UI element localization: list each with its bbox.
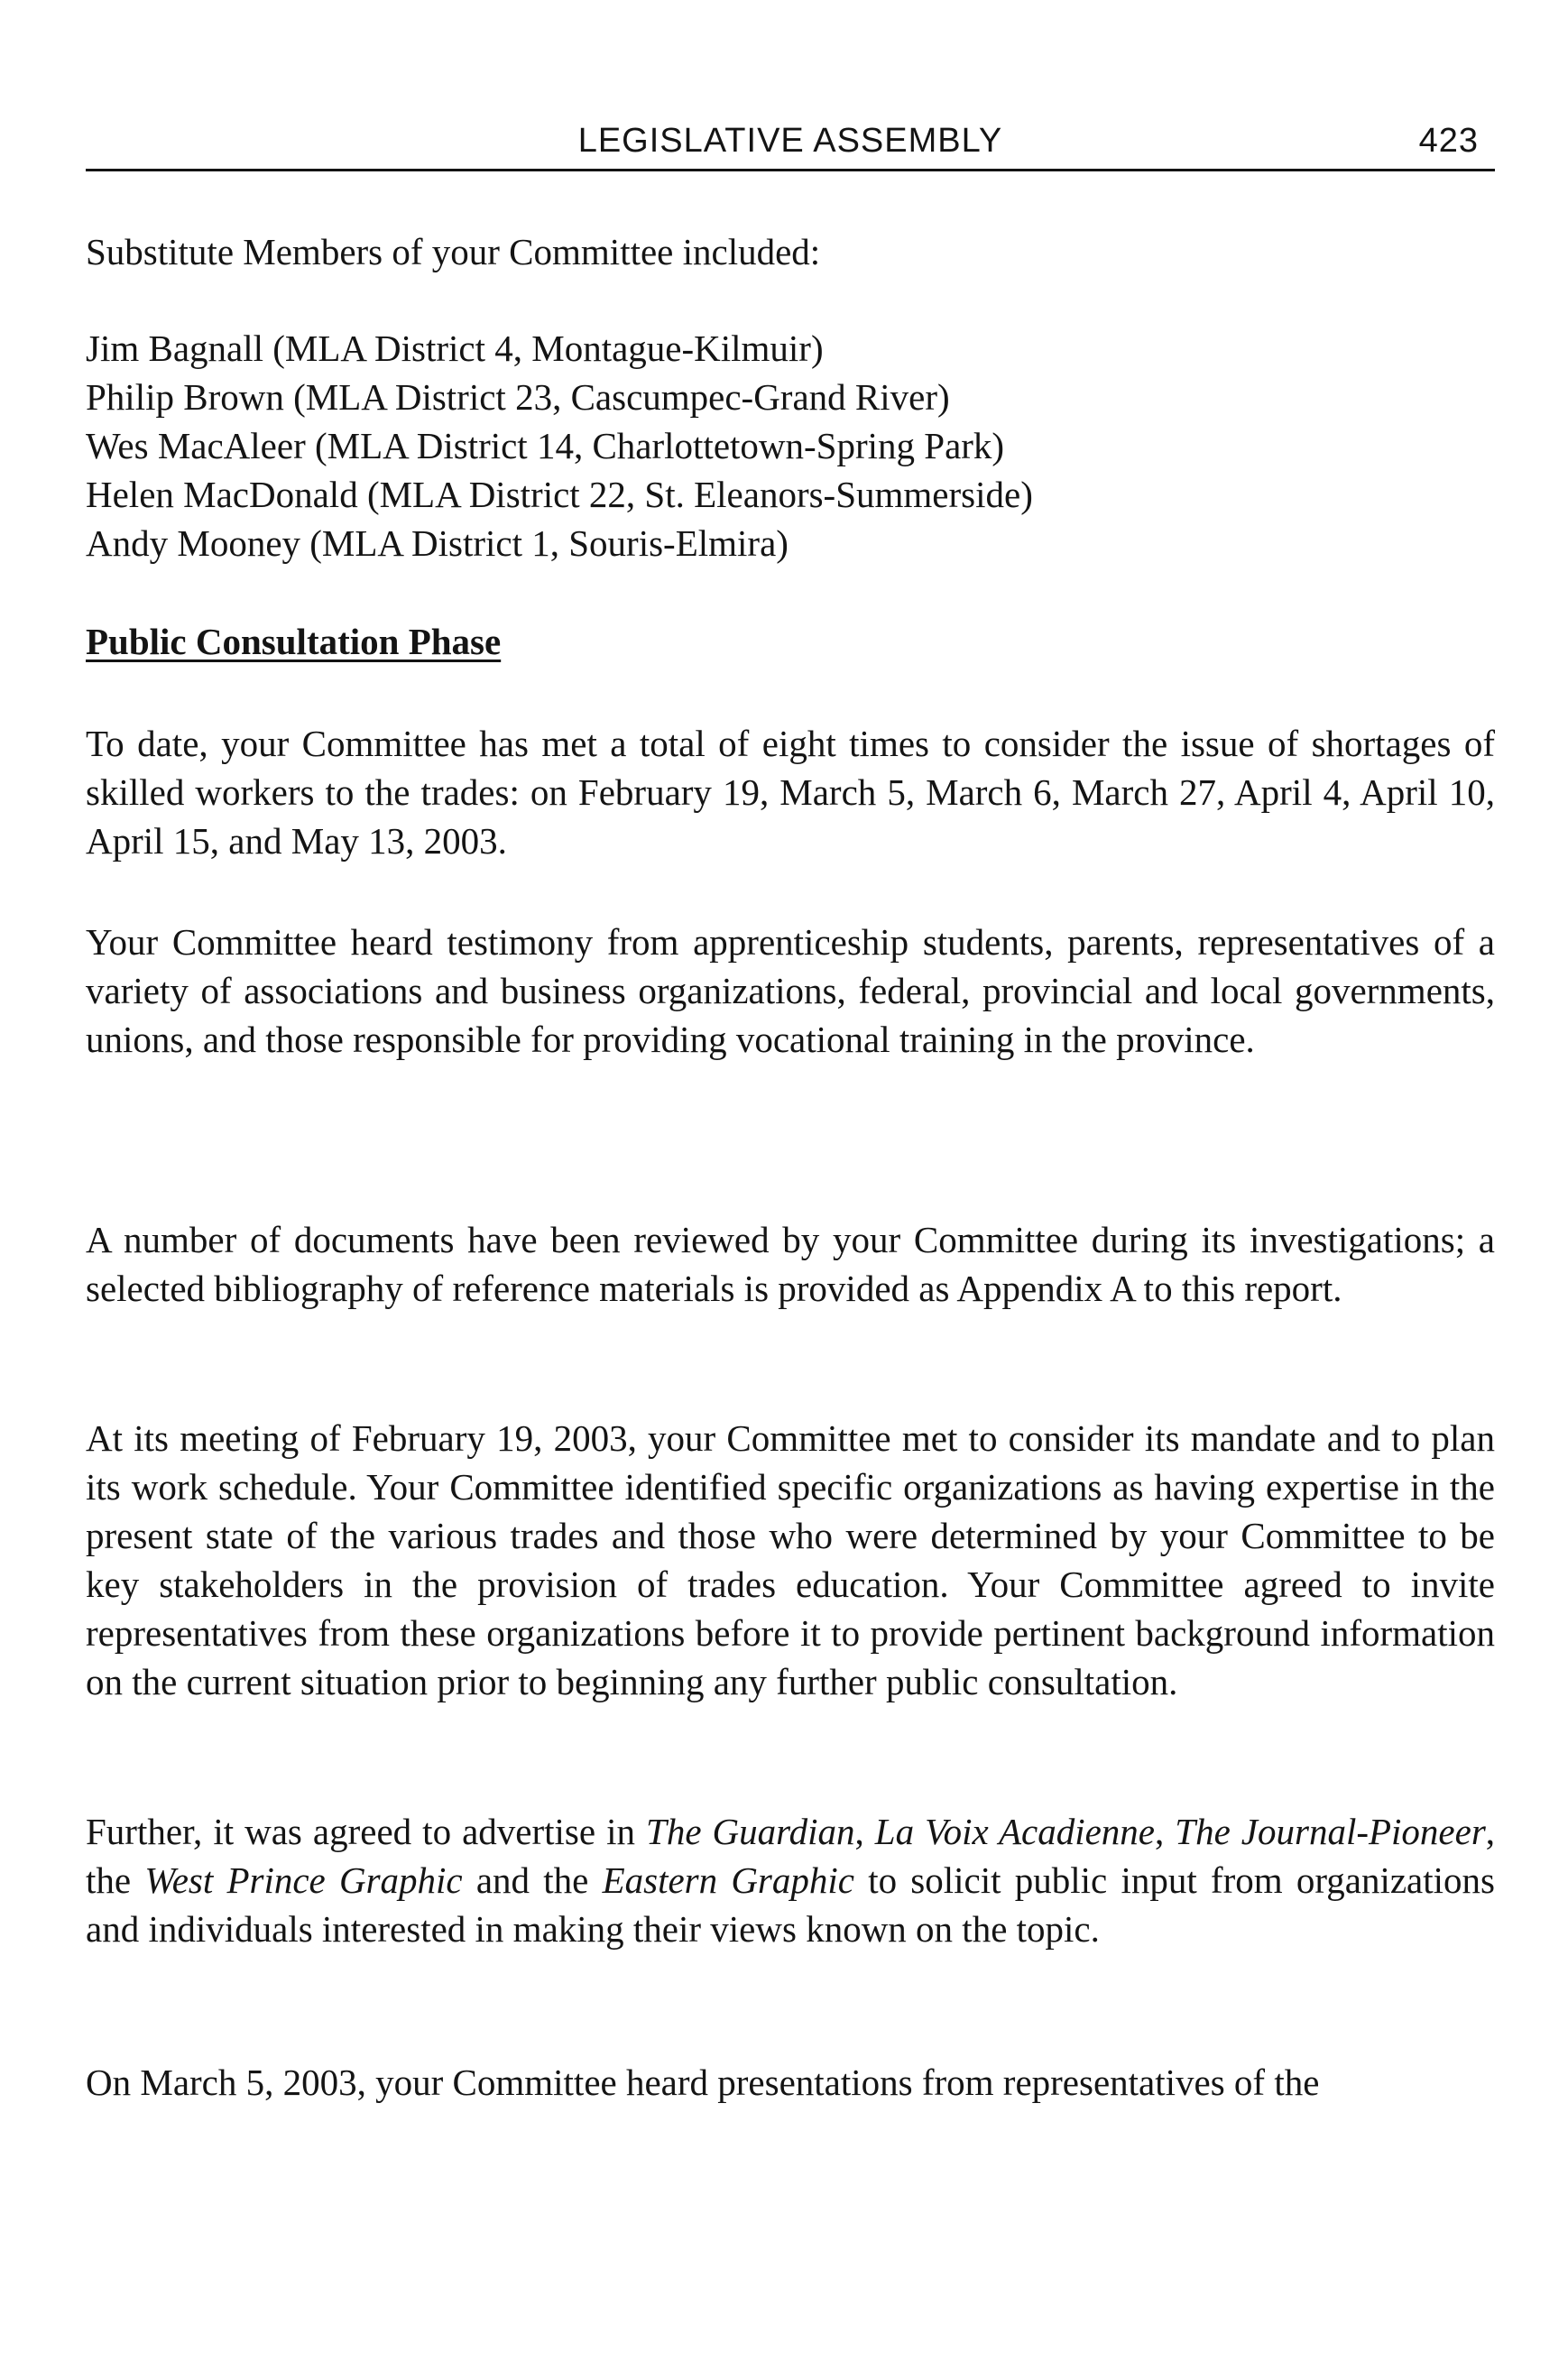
- header-rule: [86, 169, 1495, 171]
- document-page: [86, 122, 1496, 2103]
- publication-title: The Guardian: [646, 1811, 855, 1852]
- paragraph-text: Further, it was agreed to advertise in: [86, 1811, 647, 1852]
- paragraph: At its meeting of February 19, 2003, your Committee met to consider its mandate and to plan its work schedule. Your Committee identified specific organizations as having expertise in the present state of the various trades and those who were determined by your Committee to be key stakeholders in the provision of trades education. Your Committee agreed to invite representatives from these organizations before it to provide pertinent background information on the current situation prior to beginning any further public consultation.: [86, 1417, 1495, 1702]
- section-heading: Public Consultation Phase: [86, 621, 502, 662]
- paragraph: To date, your Committee has met a total of eight times to consider the issue of shortages of skilled workers to the trades: on February 19, March 5, March 6, March 27, April 4, April 10, April 15, and May 13, 2003.: [86, 723, 1495, 862]
- paragraph-text: and the: [462, 1859, 603, 1901]
- paragraph: A number of documents have been reviewed by your Committee during its investigations; a selected bibliography of reference materials is provided as Appendix A to this report.: [86, 1219, 1495, 1309]
- paragraph: Your Committee heard testimony from apprenticeship students, parents, representatives of a variety of associations and business organizations, federal, provincial and local governments, unions, and those responsible for providing vocational training in the province.: [86, 921, 1495, 1060]
- paragraph: [86, 1807, 1495, 1953]
- list-item: Philip Brown (MLA District 23, Cascumpec-Grand River): [86, 376, 950, 418]
- list-item: Andy Mooney (MLA District 1, Souris-Elmira): [86, 522, 789, 564]
- list-item: Helen MacDonald (MLA District 22, St. Eleanors-Summerside): [86, 474, 1033, 515]
- page-number: 423: [1418, 122, 1479, 160]
- list-item: Wes MacAleer (MLA District 14, Charlottetown-Spring Park): [86, 425, 1005, 466]
- running-title: LEGISLATIVE ASSEMBLY: [577, 122, 1003, 160]
- paragraph-text: to solicit public input from organizations and individuals interested in making their views known on the topic.: [86, 1859, 1495, 1950]
- list-item: Jim Bagnall (MLA District 4, Montague-Kilmuir): [86, 327, 824, 369]
- publication-title: West Prince Graphic: [144, 1859, 463, 1901]
- substitute-members-list: [86, 324, 1495, 567]
- publication-title: Eastern Graphic: [602, 1859, 854, 1901]
- paragraph: On March 5, 2003, your Committee heard presentations from representatives of the: [86, 2062, 1320, 2103]
- substitutes-intro: Substitute Members of your Committee included:: [86, 231, 821, 272]
- publication-title: La Voix Acadienne: [874, 1811, 1155, 1852]
- paragraph-text: ,: [854, 1811, 875, 1852]
- publication-title: The Journal-Pioneer: [1175, 1811, 1486, 1852]
- paragraph-text: ,: [1155, 1811, 1176, 1852]
- paragraph-text: , the: [86, 1811, 1496, 1901]
- page-header: [86, 122, 1495, 174]
